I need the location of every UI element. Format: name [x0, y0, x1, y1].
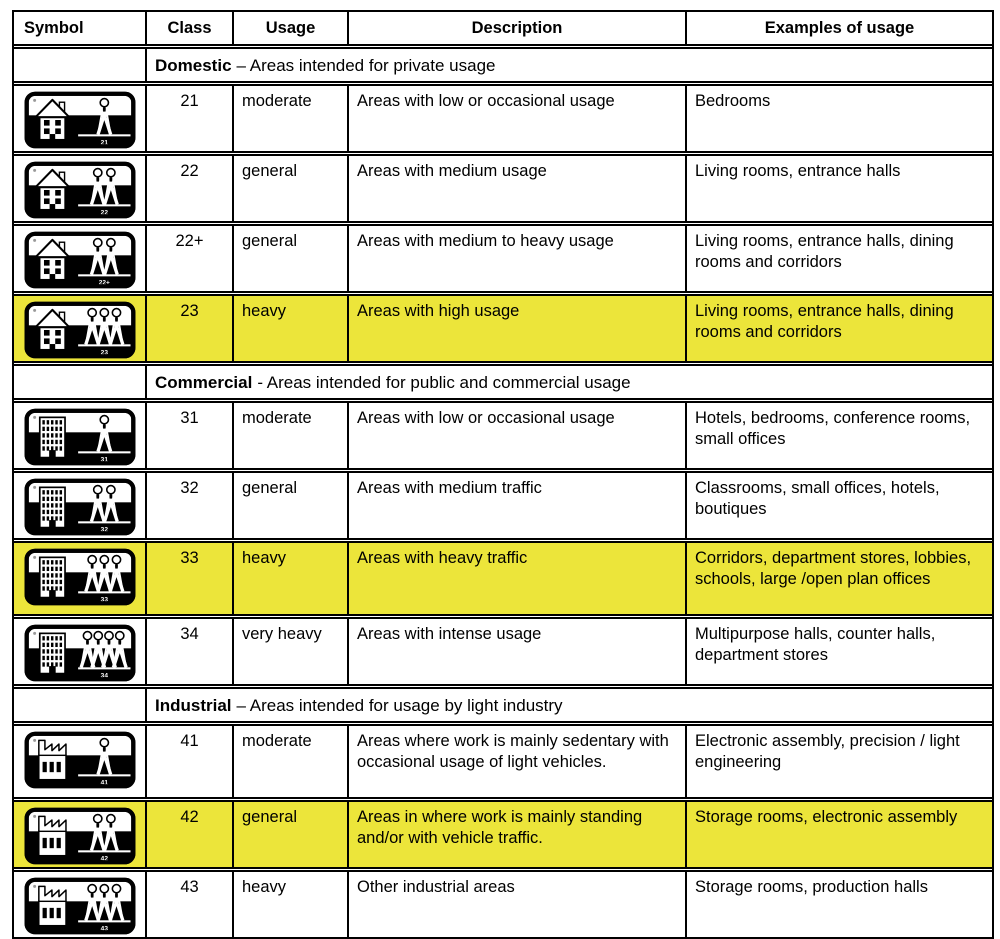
class-value: 42	[147, 802, 234, 867]
class-22-pictogram-icon	[23, 161, 137, 219]
svg-text:22+: 22+	[98, 279, 110, 287]
usage-value: very heavy	[234, 619, 349, 684]
table-row-class-42	[12, 800, 994, 869]
table-row-class-22	[12, 154, 994, 223]
usage-value: heavy	[234, 872, 349, 937]
svg-text:42: 42	[100, 855, 108, 863]
examples-value: Corridors, department stores, lobbies, schools, large /open plan offices	[687, 543, 992, 614]
examples-value: Multipurpose halls, counter halls, department stores	[695, 625, 936, 664]
empty-symbol-cell	[14, 689, 147, 721]
class-value: 21	[147, 86, 234, 151]
class-value: 23	[147, 296, 234, 361]
description-value: Areas where work is mainly sedentary with occasional usage of light vehicles.	[349, 726, 687, 797]
table-row-class-33	[12, 541, 994, 616]
symbol-cell	[14, 726, 147, 797]
examples-value: Living rooms, entrance halls	[695, 162, 901, 180]
symbol-cell	[14, 473, 147, 538]
class-32-pictogram-icon	[23, 478, 137, 536]
table-row-class-21	[12, 84, 994, 153]
header-description: Description	[349, 12, 687, 44]
symbol-cell	[14, 296, 147, 361]
usage-value: general	[234, 473, 349, 538]
symbol-cell	[14, 156, 147, 221]
svg-text:34: 34	[100, 672, 108, 680]
section-row-industrial	[12, 687, 994, 723]
symbol-cell	[14, 86, 147, 151]
svg-text:23: 23	[100, 349, 108, 357]
table-row-class-43	[12, 870, 994, 939]
examples-value: Electronic assembly, precision / light engineering	[695, 732, 960, 771]
class-value: 41	[147, 726, 234, 797]
section-row-commercial	[12, 364, 994, 400]
table-row-class-34	[12, 617, 994, 686]
svg-text:32: 32	[100, 526, 108, 534]
section-title-commercial	[147, 366, 992, 398]
svg-text:33: 33	[100, 596, 108, 604]
usage-classification-table	[12, 10, 994, 939]
description-value: Areas with intense usage	[349, 619, 687, 684]
description-value: Areas with medium to heavy usage	[349, 226, 687, 291]
class-22plus-pictogram-icon	[23, 231, 137, 289]
usage-value: moderate	[234, 403, 349, 468]
table-row-class-32	[12, 471, 994, 540]
class-value: 22+	[147, 226, 234, 291]
class-34-pictogram-icon	[23, 624, 137, 682]
symbol-cell	[14, 543, 147, 614]
class-31-pictogram-icon	[23, 408, 137, 466]
usage-value: general	[234, 156, 349, 221]
header-examples: Examples of usage	[764, 19, 915, 37]
class-value: 43	[147, 872, 234, 937]
class-value: 31	[147, 403, 234, 468]
usage-value: moderate	[234, 86, 349, 151]
svg-text:41: 41	[100, 779, 108, 787]
description-value: Areas with high usage	[349, 296, 687, 361]
examples-value: Storage rooms, production halls	[695, 878, 928, 896]
section-title-industrial	[147, 689, 992, 721]
examples-value: Storage rooms, electronic assembly	[687, 802, 992, 867]
class-43-pictogram-icon	[23, 877, 137, 935]
usage-value: general	[234, 226, 349, 291]
symbol-cell	[14, 403, 147, 468]
section-row-domestic	[12, 47, 994, 83]
description-value: Areas with heavy traffic	[349, 543, 687, 614]
class-value: 22	[147, 156, 234, 221]
section-description: - Areas intended for public and commercial usage	[257, 373, 631, 392]
svg-text:31: 31	[100, 456, 108, 464]
class-23-pictogram-icon	[23, 301, 137, 359]
symbol-cell	[14, 619, 147, 684]
examples-value: Classrooms, small offices, hotels, boutiques	[695, 479, 940, 518]
section-description: – Areas intended for usage by light industry	[236, 696, 563, 715]
class-42-pictogram-icon	[23, 807, 137, 865]
usage-value: general	[234, 802, 349, 867]
examples-value: Living rooms, entrance halls, dining rooms and corridors	[695, 232, 954, 271]
class-33-pictogram-icon	[23, 548, 137, 606]
header-usage: Usage	[234, 12, 349, 44]
examples-value: Bedrooms	[695, 92, 771, 110]
class-value: 34	[147, 619, 234, 684]
description-value: Areas in where work is mainly standing and/or with vehicle traffic.	[349, 802, 687, 867]
section-description: – Areas intended for private usage	[236, 56, 496, 75]
class-41-pictogram-icon	[23, 731, 137, 789]
header-symbol: Symbol	[14, 12, 147, 44]
description-value: Areas with medium traffic	[349, 473, 687, 538]
symbol-cell	[14, 802, 147, 867]
class-value: 33	[147, 543, 234, 614]
usage-value: heavy	[234, 296, 349, 361]
header-row	[12, 10, 994, 46]
description-value: Areas with low or occasional usage	[349, 86, 687, 151]
empty-symbol-cell	[14, 366, 147, 398]
section-name: Domestic	[155, 56, 232, 75]
table-row-class-23	[12, 294, 994, 363]
usage-value: heavy	[234, 543, 349, 614]
class-21-pictogram-icon	[23, 91, 137, 149]
table-row-class-41	[12, 724, 994, 799]
section-name: Industrial	[155, 696, 232, 715]
symbol-cell	[14, 872, 147, 937]
section-title-domestic	[147, 49, 992, 81]
description-value: Areas with medium usage	[349, 156, 687, 221]
header-class: Class	[147, 12, 234, 44]
symbol-cell	[14, 226, 147, 291]
table-row-class-31	[12, 401, 994, 470]
class-value: 32	[147, 473, 234, 538]
description-value: Areas with low or occasional usage	[349, 403, 687, 468]
table-row-class-22plus	[12, 224, 994, 293]
examples-value: Living rooms, entrance halls, dining rooms and corridors	[687, 296, 992, 361]
usage-value: moderate	[234, 726, 349, 797]
examples-value: Hotels, bedrooms, conference rooms, small offices	[695, 409, 971, 448]
empty-symbol-cell	[14, 49, 147, 81]
svg-text:22: 22	[100, 209, 108, 217]
description-value: Other industrial areas	[349, 872, 687, 937]
section-name: Commercial	[155, 373, 253, 392]
svg-text:21: 21	[100, 139, 108, 147]
svg-text:43: 43	[100, 925, 108, 933]
